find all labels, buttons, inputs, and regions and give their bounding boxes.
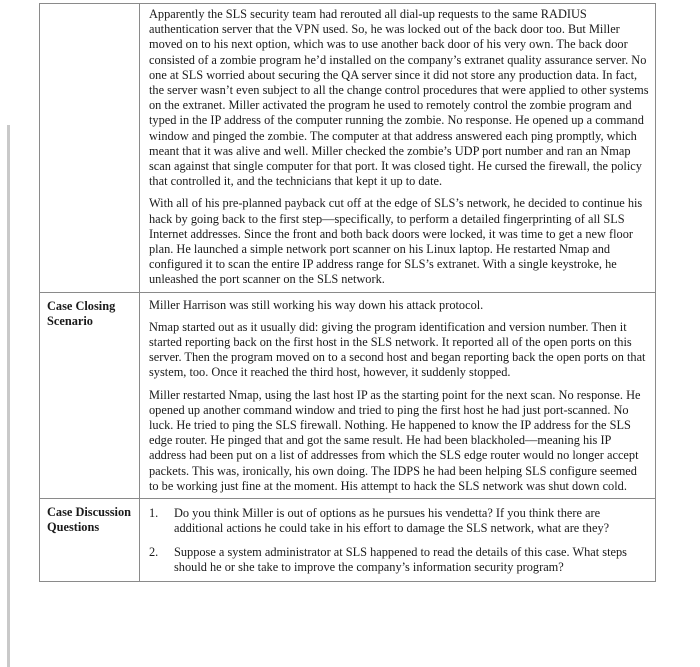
continuation-paragraph: With all of his pre-planned payback cut off at the edge of SLS’s network, he decided to continue his hack by going back to the first step—specifically, to perform a detailed fingerprinting of all SLS Internet addresses. Since the front and both back doors were locked, it was time to get a new floor plan. He launched a simple network port scanner on his Linux laptop. He restarted Nmap and configured it to scan the entire IP address range for SLS’s extranet. With a single keystroke, he unleashed the port scanner on the SLS network. [149, 196, 643, 287]
case-row-discussion [40, 499, 656, 582]
question-item [149, 545, 649, 575]
continuation-label-cell [40, 4, 140, 293]
closing-paragraph: Miller Harrison was still working his way down his attack protocol. [149, 297, 484, 312]
discussion-label: Case Discussion Questions [40, 499, 140, 582]
question-item [149, 506, 649, 536]
closing-paragraph: Miller restarted Nmap, using the last host IP as the starting point for the next scan. No response. He opened up another command window and tried to ping the first host he had just port-scanned. No luck. He tried to ping the SLS firewall. Nothing. He happened to know the IP address for the SLS edge router. He pinged that and got the same result. He had been blackholed—meaning his IP address had been put on a list of addresses from which the SLS edge router would no longer accept packets. This was, ironically, his own doing. The IDPS he had been helping SLS configure seemed to be working just fine at the moment. His attempt to hack the SLS network was shut down cold. [149, 387, 641, 493]
discussion-content [140, 499, 656, 582]
closing-content [140, 292, 656, 498]
question-text: Suppose a system administrator at SLS happened to read the details of this case. What steps should he or she take to improve the company’s information security program? [174, 544, 627, 574]
case-row-continuation [40, 4, 656, 293]
case-row-closing [40, 292, 656, 498]
closing-label: Case Closing Scenario [40, 292, 140, 498]
question-number: 2. [149, 544, 159, 559]
question-text: Do you think Miller is out of options as he pursues his vendetta? If you think there are additional actions he could take in his effort to damage the SLS network, what are they? [174, 506, 610, 536]
continuation-paragraph: Apparently the SLS security team had rerouted all dial-up requests to the same RADIUS authentication server that the VPN used. So, he was locked out of the back door too. But Miller moved on to his next option, which was to use another back door of his very own. The back door consisted of a zombie program he’d installed on the company’s extranet quality assurance server. No one at SLS worried about securing the QA server since it did not store any production data. In fact, the server wasn’t even subject to all the change control procedures that were applied to other systems on the extranet. Miller activated the program he used to remotely control the zombie program and typed in the IP address of the computer running the zombie. No response. He opened up a command window and pinged the zombie. The computer at that address answered each ping promptly, which meant that it was alive and well. Miller checked the zombie’s UDP port number and ran an Nmap scan against that single computer for that port. It was closed tight. He cursed the firewall, the policy that controlled it, and the technicians that kept it up to date. [149, 7, 649, 189]
question-list [149, 506, 649, 575]
case-table [39, 3, 656, 582]
question-number: 1. [149, 506, 159, 521]
continuation-content [140, 4, 656, 293]
margin-rule [7, 125, 10, 667]
closing-paragraph: Nmap started out as it usually did: giving the program identification and version number. Then it started reporting back on the first host in the SLS network. It reported all of the open ports on this server. Then the program moved on to a second host and began reporting back the open ports on that system, too. Once it reached the third host, however, it suddenly stopped. [149, 319, 646, 380]
